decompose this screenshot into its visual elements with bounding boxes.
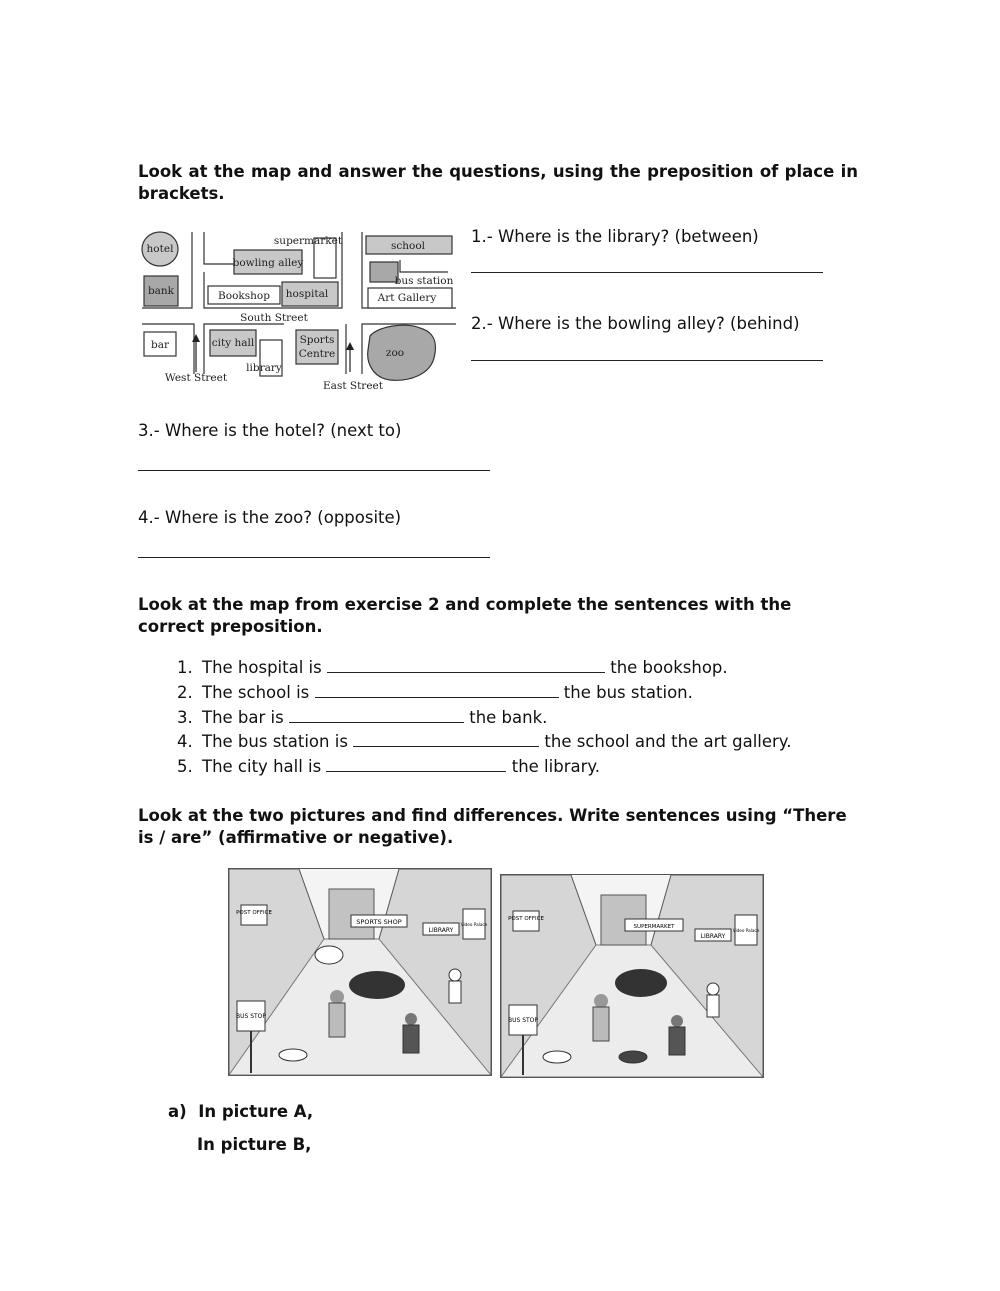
blank-field[interactable] [327, 658, 605, 673]
map-hospital-label: hospital [285, 288, 329, 300]
map-hotel-label: hotel [146, 243, 174, 255]
exercise-1-heading: Look at the map and answer the questions, using the preposition of place in brackets. [138, 162, 858, 203]
list-item: 3. The bar is the bank. [198, 706, 791, 731]
map-sports-centre-label-2: Centre [298, 348, 336, 360]
street-scene-a [229, 869, 491, 1075]
question-4: 4.- Where is the zoo? (opposite) [138, 508, 402, 527]
map-supermarket-label: supermarket [273, 235, 343, 247]
sign-library: LIBRARY [700, 933, 726, 940]
answer-line-1[interactable] [471, 272, 823, 273]
picture-b [500, 874, 764, 1078]
answer-line-2[interactable] [471, 360, 823, 361]
sign-sports-shop: SPORTS SHOP [356, 918, 402, 926]
west-street-arrow-icon [192, 334, 200, 372]
sentence-list [164, 656, 791, 780]
list-item: 1. The hospital is the bookshop. [198, 656, 791, 681]
town-map [138, 224, 460, 396]
question-1: 1.- Where is the library? (between) [471, 227, 759, 246]
sign-video-palace: Video Palace [460, 922, 488, 927]
question-2: 2.- Where is the bowling alley? (behind) [471, 314, 800, 333]
answer-area [168, 1102, 313, 1168]
map-city-hall-label: city hall [211, 337, 255, 349]
map-bank-label: bank [147, 285, 175, 297]
picture-a [228, 868, 492, 1076]
sign-post-office: POST OFFICE [236, 910, 272, 916]
list-item: 2. The school is the bus station. [198, 681, 791, 706]
blank-field[interactable] [353, 732, 539, 747]
question-3: 3.- Where is the hotel? (next to) [138, 421, 402, 440]
map-art-gallery-label: Art Gallery [377, 292, 437, 304]
sign-library: LIBRARY [428, 927, 454, 934]
sign-video-palace: Video Palace [732, 928, 760, 933]
map-bus-station-label: bus station [394, 275, 454, 287]
map-bar-label: bar [150, 339, 170, 351]
answer-a[interactable]: a) In picture A, [168, 1102, 314, 1121]
map-bookshop-label: Bookshop [218, 290, 270, 302]
sign-post-office: POST OFFICE [508, 916, 544, 922]
answer-line-3[interactable] [138, 470, 490, 471]
blank-field[interactable] [315, 683, 559, 698]
list-item: 5. The city hall is the library. [198, 755, 791, 780]
map-school-label: school [390, 240, 426, 252]
list-item: 4. The bus station is the school and the art gallery. [198, 730, 791, 755]
blank-field[interactable] [289, 708, 464, 723]
map-sports-centre-label-1: Sports [299, 334, 335, 346]
map-zoo-label: zoo [385, 347, 405, 359]
map-bowling-alley-label: bowling alley [232, 257, 304, 269]
sign-supermarket: SUPERMARKET [633, 924, 675, 930]
sign-bus-stop: BUS STOP [507, 1017, 539, 1024]
street-scene-b [501, 875, 763, 1077]
exercise-2-heading: Look at the map from exercise 2 and complete the sentences with the correct preposition. [138, 595, 792, 636]
map-east-street-label: East Street [323, 380, 383, 392]
sign-bus-stop: BUS STOP [235, 1013, 267, 1020]
map-west-street-label: West Street [164, 372, 228, 384]
answer-b[interactable]: In picture B, [197, 1135, 312, 1154]
blank-field[interactable] [326, 757, 506, 772]
map-south-street-label: South Street [240, 312, 308, 324]
east-street-arrow-icon [346, 342, 354, 372]
exercise-3-heading: Look at the two pictures and find differences. Write sentences using “There is / are” (affirmative or negative). [138, 806, 847, 847]
answer-line-4[interactable] [138, 557, 490, 558]
map-library-label: library [246, 362, 282, 374]
